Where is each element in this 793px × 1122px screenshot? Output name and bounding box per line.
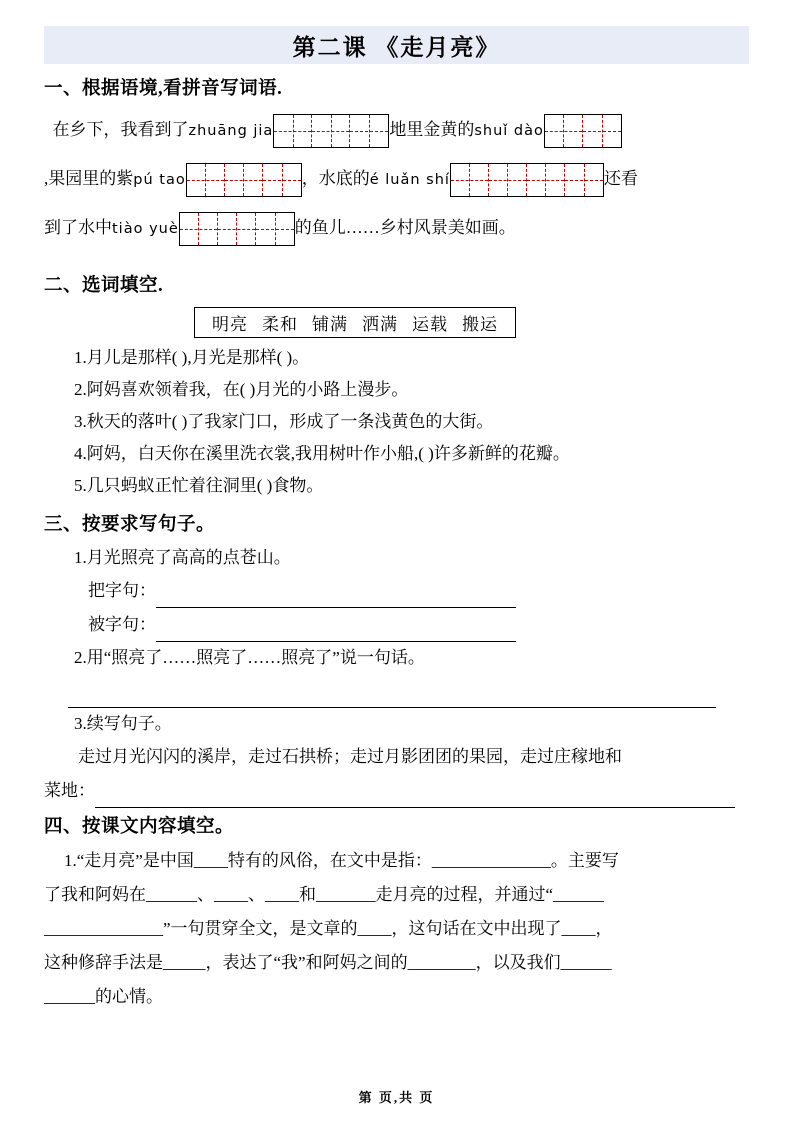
- text-fragment: 还看: [603, 169, 638, 188]
- pinyin-zhuangjia: zhuāng jia: [188, 123, 274, 139]
- word-bank: [194, 307, 516, 338]
- answer-row-bazijv: [44, 574, 749, 608]
- write-boxes-shuidao[interactable]: [544, 114, 622, 148]
- fill-line-2[interactable]: 了我和阿妈在______、____、____和_______走月亮的过程，并通过“______: [44, 885, 605, 904]
- question-3-3-answer-blank[interactable]: [95, 788, 735, 808]
- section-1-line-3: [44, 204, 749, 253]
- write-boxes-zhuangjia[interactable]: [273, 114, 389, 148]
- question-3-3-text: 走过月光闪闪的溪岸，走过石拱桥；走过月影团团的果园，走过庄稼地和: [78, 747, 622, 766]
- word-bank-item: 搬运: [462, 315, 498, 334]
- section-1-body: [44, 106, 749, 253]
- page-title-banner: [44, 26, 749, 64]
- beizijv-label: 被字句：: [88, 615, 156, 634]
- text-fragment: ,果园里的紫: [44, 169, 134, 188]
- pinyin-putao: pú tao: [133, 172, 186, 188]
- write-boxes-putao[interactable]: [186, 163, 302, 197]
- question-3-2-answer-blank[interactable]: [68, 688, 716, 708]
- question-2-2: 2.阿妈喜欢领着我，在( )月光的小路上漫步。: [74, 380, 409, 399]
- bazijv-answer-blank[interactable]: [156, 588, 516, 608]
- question-3-1: 1.月光照亮了高高的点苍山。: [74, 548, 291, 567]
- beizijv-answer-blank[interactable]: [156, 622, 516, 642]
- pinyin-tiaoyue: tiào yuè: [112, 221, 179, 237]
- page-title: 第二课 《走月亮》: [292, 34, 501, 60]
- section-heading-2: 二、选词填空.: [44, 276, 164, 296]
- section-heading-1: 一、根据语境,看拼音写词语.: [44, 79, 283, 99]
- word-bank-item: 运载: [412, 315, 448, 334]
- word-bank-item: 铺满: [312, 315, 348, 334]
- section-1-line-2: [44, 155, 749, 204]
- text-fragment: 地里金黄的: [389, 120, 475, 139]
- write-boxes-tiaoyue[interactable]: [179, 212, 295, 246]
- text-fragment: ，水底的: [301, 169, 370, 188]
- word-bank-item: 洒满: [362, 315, 398, 334]
- question-3-3: 3.续写句子。: [74, 714, 172, 733]
- pinyin-eluanshi: é luǎn shí: [369, 172, 450, 188]
- question-2-4: 4.阿妈，白天你在溪里洗衣裳,我用树叶作小船,( )许多新鲜的花瓣。: [74, 444, 570, 463]
- section-heading-3: 三、按要求写句子。: [44, 515, 216, 535]
- fill-line-1[interactable]: 1.“走月亮”是中国____特有的风俗，在文中是指：______________。主要写: [64, 851, 619, 870]
- answer-row-3-3: [44, 774, 749, 808]
- word-bank-item: 柔和: [262, 315, 298, 334]
- question-2-3: 3.秋天的落叶( )了我家门口，形成了一条浅黄色的大街。: [74, 412, 494, 431]
- question-3-2: 2.用“照亮了……照亮了……照亮了”说一句话。: [74, 648, 425, 667]
- bazijv-label: 把字句：: [88, 581, 156, 600]
- word-bank-item: 明亮: [212, 315, 248, 334]
- section-1-line-1: [44, 106, 749, 155]
- write-boxes-eluanshi[interactable]: [450, 163, 604, 197]
- fill-line-5[interactable]: ______的心情。: [44, 987, 163, 1006]
- text-fragment: 在乡下，我看到了: [52, 120, 189, 139]
- pinyin-shuidao: shuǐ dào: [474, 123, 544, 139]
- question-2-1: 1.月儿是那样( ),月光是那样( )。: [74, 348, 310, 367]
- fill-line-3[interactable]: ______________”一句贯穿全文，是文章的____，这句话在文中出现了____，: [44, 919, 613, 938]
- answer-row-3-2: [44, 674, 749, 708]
- page-footer: 第 页,共 页: [358, 1090, 435, 1105]
- question-2-5: 5.几只蚂蚁正忙着往洞里( )食物。: [74, 476, 324, 495]
- section-heading-4: 四、按课文内容填空。: [44, 817, 235, 837]
- question-3-3-prefix: 菜地：: [44, 781, 95, 800]
- text-fragment: 的鱼儿……乡村风景美如画。: [294, 218, 516, 237]
- text-fragment: 到了水中: [44, 218, 112, 237]
- answer-row-beizijv: [44, 608, 749, 642]
- fill-line-4[interactable]: 这种修辞手法是_____，表达了“我”和阿妈之间的________，以及我们______: [44, 953, 612, 972]
